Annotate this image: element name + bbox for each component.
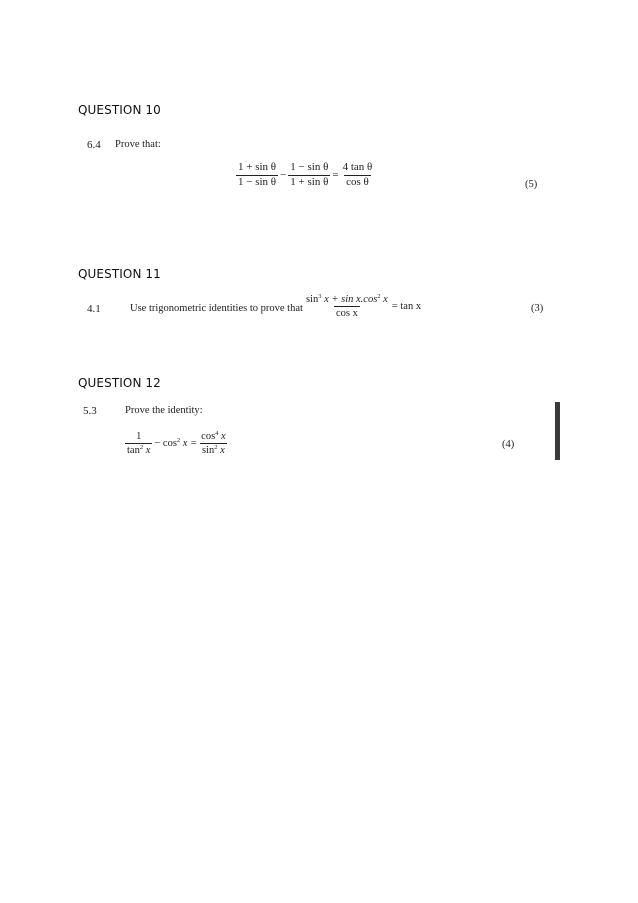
q11-instruction: Use trigonometric identities to prove that <box>130 303 303 314</box>
q10-instruction: Prove that: <box>115 139 161 150</box>
q12-fraction-2 <box>199 431 228 456</box>
q12-equation <box>125 431 228 456</box>
vertical-scrollbar-thumb[interactable] <box>555 402 560 460</box>
q10-f3-denominator: cos θ <box>346 175 369 188</box>
q12-f1-denominator: $\tan^2 x$ <box>127 444 151 457</box>
q10-f2-numerator: 1 − sin θ <box>290 161 329 173</box>
q10-f1-denominator: 1 − sin θ <box>238 175 277 188</box>
q10-fraction-3 <box>341 162 375 188</box>
q10-f1-numerator: 1 + sin θ <box>238 161 277 173</box>
q10-equals-operator: = <box>332 169 339 182</box>
q10-f3-numerator: 4 tan θ <box>342 161 373 173</box>
q12-f1-numerator: 1 <box>136 431 142 442</box>
q10-item-number: 6.4 <box>87 139 101 151</box>
q10-fraction-2 <box>288 162 330 188</box>
q12-item-number: 5.3 <box>83 405 97 417</box>
q10-equation <box>236 162 374 188</box>
q11-item-number: 4.1 <box>87 303 101 315</box>
q11-denominator: cos x <box>335 308 358 320</box>
q12-middle-term: − $\cos^2 x$ = <box>154 437 198 450</box>
q12-marks: (4) <box>502 439 515 450</box>
question-10-heading: QUESTION 10 <box>78 103 161 117</box>
question-12-heading: QUESTION 12 <box>78 376 161 390</box>
question-11-heading: QUESTION 11 <box>78 267 161 281</box>
q10-minus-operator: − <box>280 169 287 182</box>
q10-marks: (5) <box>525 179 538 190</box>
q12-instruction: Prove the identity: <box>125 405 203 416</box>
q10-fraction-1 <box>236 162 278 188</box>
q11-equation <box>304 294 423 319</box>
q11-fraction <box>304 294 390 319</box>
q12-fraction-1 <box>125 431 152 456</box>
q11-marks: (3) <box>531 303 544 314</box>
q12-f2-numerator: $\cos^4 x$ <box>201 430 226 442</box>
q10-f2-denominator: 1 + sin θ <box>290 175 329 188</box>
q12-f2-denominator: $\sin^2 x$ <box>202 444 225 457</box>
q11-rhs: = tan x <box>391 301 422 313</box>
q11-numerator: $\sin^3 x + \sin x.\cos^2$ x <box>306 293 388 305</box>
